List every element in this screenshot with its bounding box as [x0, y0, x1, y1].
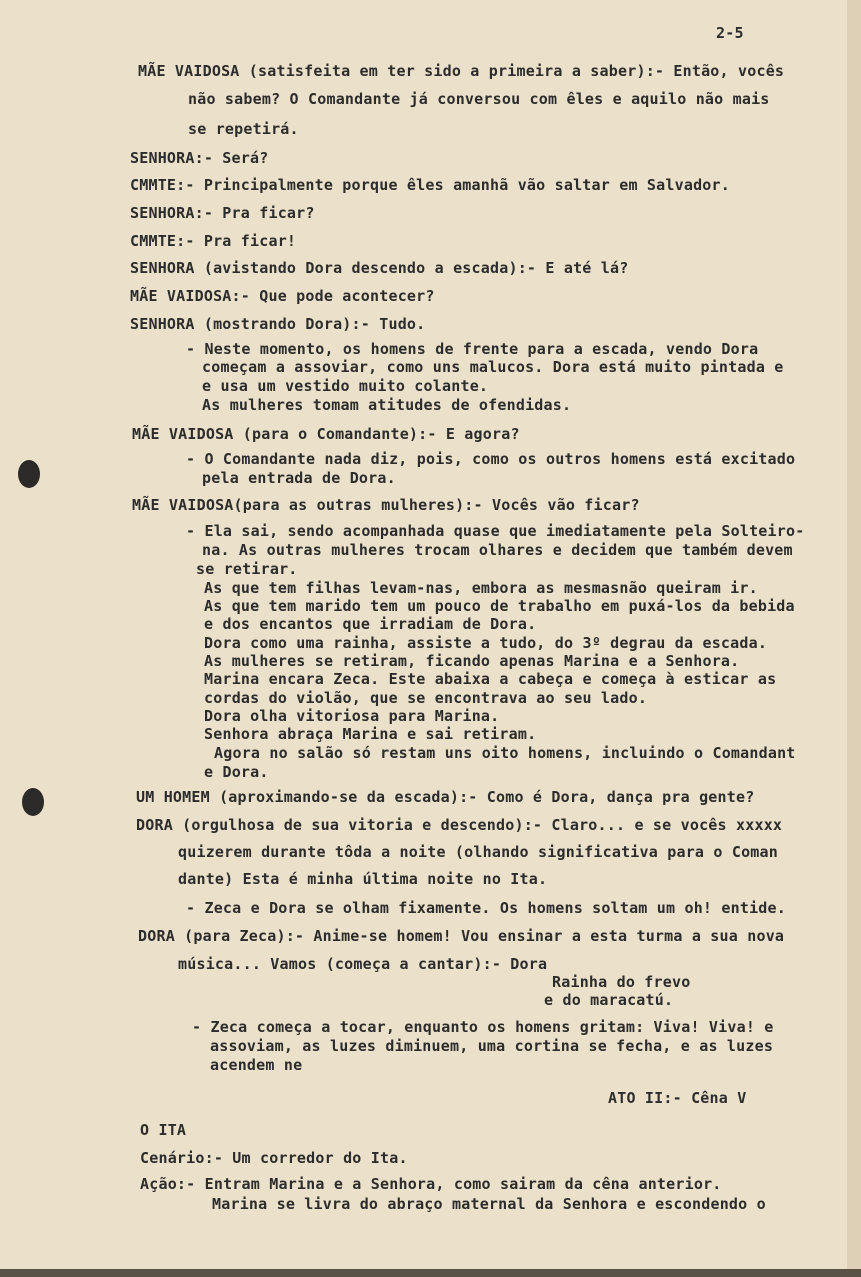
script-line: acendem ne	[210, 1056, 303, 1074]
punch-hole	[18, 460, 40, 488]
script-line: DORA (orgulhosa de sua vitoria e descendo):- Claro... e se vocês xxxxx	[136, 816, 783, 834]
page-edge-shadow	[847, 0, 861, 1277]
script-line: SENHORA (mostrando Dora):- Tudo.	[130, 315, 426, 333]
script-line: Dora como uma rainha, assiste a tudo, do 3º degrau da escada.	[204, 634, 768, 652]
script-line: MÃE VAIDOSA(para as outras mulheres):- Vocês vão ficar?	[132, 496, 640, 514]
script-line: e usa um vestido muito colante.	[202, 377, 489, 395]
script-line: Marina se livra do abraço maternal da Senhora e escondendo o	[212, 1195, 766, 1213]
script-line: música... Vamos (começa a cantar):- Dora	[178, 955, 548, 973]
script-line: na. As outras mulheres trocam olhares e decidem que também devem	[202, 541, 793, 559]
page-number: 2-5	[716, 24, 744, 42]
script-line: cordas do violão, que se encontrava ao seu lado.	[204, 689, 648, 707]
script-line: - Zeca começa a tocar, enquanto os homens gritam: Viva! Viva! e	[192, 1018, 774, 1036]
script-line: SENHORA (avistando Dora descendo a escada):- E até lá?	[130, 259, 629, 277]
script-line: Senhora abraça Marina e sai retiram.	[204, 725, 537, 743]
script-line: MÃE VAIDOSA (para o Comandante):- E agora?	[132, 425, 520, 443]
script-line: - Ela sai, sendo acompanhada quase que imediatamente pela Solteiro-	[186, 522, 805, 540]
script-line: e do maracatú.	[544, 991, 674, 1009]
script-line: Rainha do frevo	[552, 973, 691, 991]
script-line: As que tem filhas levam-nas, embora as mesmasnão queiram ir.	[204, 579, 758, 597]
script-line: não sabem? O Comandante já conversou com êles e aquilo não mais	[188, 90, 770, 108]
script-line: MÃE VAIDOSA:- Que pode acontecer?	[130, 287, 435, 305]
script-line: As mulheres tomam atitudes de ofendidas.	[202, 396, 572, 414]
page-bottom-shadow	[0, 1269, 861, 1277]
scene-title: O ITA	[140, 1121, 187, 1139]
script-line: Agora no salão só restam uns oito homens, incluindo o Comandant	[214, 744, 796, 762]
script-line: - Neste momento, os homens de frente para a escada, vendo Dora	[186, 340, 759, 358]
script-line: Ação:- Entram Marina e a Senhora, como sairam da cêna anterior.	[140, 1175, 722, 1193]
script-line: As que tem marido tem um pouco de trabalho em puxá-los da bebida	[204, 597, 795, 615]
script-line: Cenário:- Um corredor do Ita.	[140, 1149, 408, 1167]
script-line: se retirar.	[196, 560, 298, 578]
script-line: CMMTE:- Pra ficar!	[130, 232, 297, 250]
script-line: SENHORA:- Pra ficar?	[130, 204, 315, 222]
script-line: Dora olha vitoriosa para Marina.	[204, 707, 500, 725]
act-scene-heading: ATO II:- Cêna V	[608, 1089, 747, 1107]
script-line: assoviam, as luzes diminuem, uma cortina se fecha, e as luzes	[210, 1037, 774, 1055]
script-line: e Dora.	[204, 763, 269, 781]
punch-hole	[22, 788, 44, 816]
script-line: - O Comandante nada diz, pois, como os outros homens está excitado	[186, 450, 796, 468]
script-line: CMMTE:- Principalmente porque êles amanhã vão saltar em Salvador.	[130, 176, 730, 194]
script-line: UM HOMEM (aproximando-se da escada):- Como é Dora, dança pra gente?	[136, 788, 755, 806]
script-line: Marina encara Zeca. Este abaixa a cabeça e começa à esticar as	[204, 670, 777, 688]
script-line: SENHORA:- Será?	[130, 149, 269, 167]
script-line: DORA (para Zeca):- Anime-se homem! Vou ensinar a esta turma a sua nova	[138, 927, 785, 945]
script-line: começam a assoviar, como uns malucos. Dora está muito pintada e	[202, 358, 784, 376]
script-line: As mulheres se retiram, ficando apenas Marina e a Senhora.	[204, 652, 740, 670]
script-line: se repetirá.	[188, 120, 299, 138]
script-line: pela entrada de Dora.	[202, 469, 396, 487]
script-line: - Zeca e Dora se olham fixamente. Os homens soltam um oh! entide.	[186, 899, 786, 917]
script-line: e dos encantos que irradiam de Dora.	[204, 615, 537, 633]
script-line: MÃE VAIDOSA (satisfeita em ter sido a primeira a saber):- Então, vocês	[138, 62, 785, 80]
script-line: dante) Esta é minha última noite no Ita.	[178, 870, 548, 888]
script-line: quizerem durante tôda a noite (olhando significativa para o Coman	[178, 843, 778, 861]
